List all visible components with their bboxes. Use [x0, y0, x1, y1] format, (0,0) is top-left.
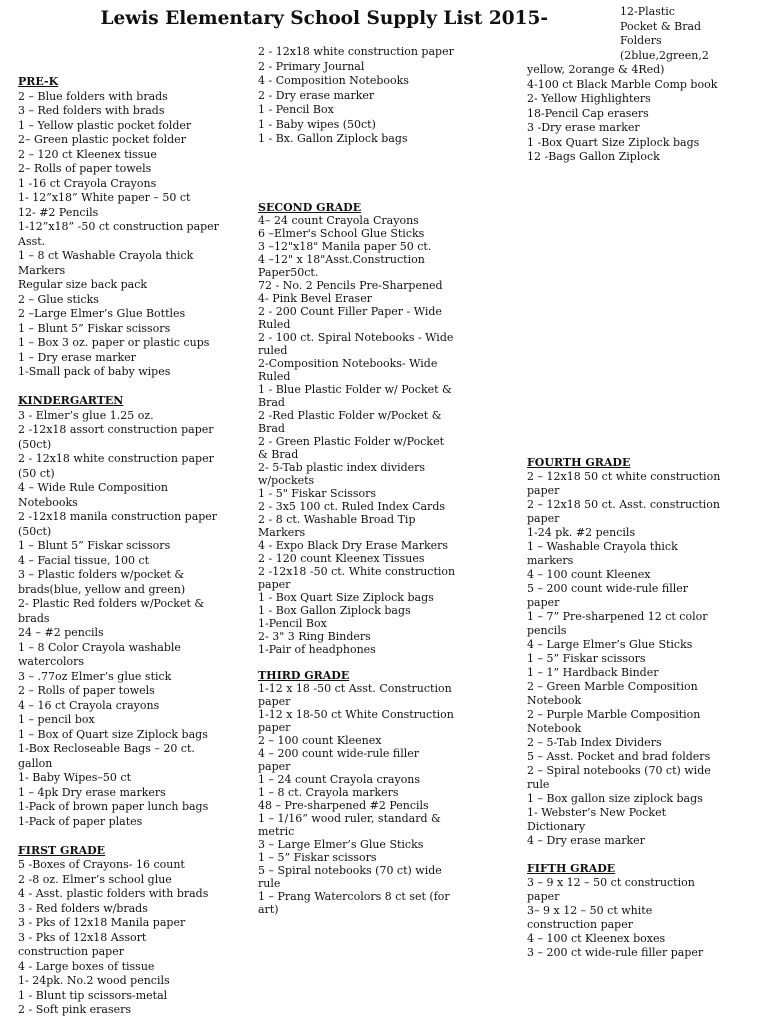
supply-item: 48 – Pre-sharpened #2 Pencils	[258, 799, 429, 812]
supply-item: 3 –12"x18" Manila paper 50 ct.	[258, 240, 432, 253]
supply-item: (50 ct)	[18, 466, 55, 480]
section-heading: THIRD GRADE	[258, 669, 350, 682]
supply-item: 1 – Yellow plastic pocket folder	[18, 118, 192, 132]
supply-item: 2- 3" 3 Ring Binders	[258, 630, 371, 643]
supply-item: 2 – Spiral notebooks (70 ct) wide	[527, 764, 711, 777]
supply-item: rule	[527, 778, 550, 791]
supply-item: 2 – Blue folders with brads	[18, 89, 168, 103]
supply-item: 4-100 ct Black Marble Comp book	[527, 77, 718, 91]
supply-item: 2 - Soft pink erasers	[18, 1003, 132, 1016]
supply-item: 1 – 24 count Crayola crayons	[258, 773, 421, 786]
supply-item: 2- Plastic Red folders w/Pocket &	[18, 597, 205, 610]
supply-item: 2 - 100 ct. Spiral Notebooks - Wide	[258, 331, 454, 344]
supply-item: 2 -12x18 manila construction paper	[18, 510, 218, 523]
page-title: Lewis Elementary School Supply List 2015-	[100, 8, 548, 29]
kindergarten-continued	[258, 45, 454, 147]
supply-item: 3 – Red folders with brads	[18, 104, 165, 117]
supply-item: 1-24 pk. #2 pencils	[527, 526, 636, 539]
supply-item: Dictionary	[527, 820, 586, 833]
supply-item: (50ct)	[18, 524, 52, 538]
supply-item: 3 -Dry erase marker	[527, 121, 640, 134]
supply-item: 1 – 1” Hardback Binder	[527, 666, 659, 679]
supply-item: 1 – 5” Fiskar scissors	[258, 851, 377, 864]
supply-item: Notebook	[527, 722, 582, 735]
supply-item: Paper50ct.	[258, 266, 319, 279]
supply-item: 2– Green plastic pocket folder	[18, 133, 186, 146]
supply-item: 2 - 3x5 100 ct. Ruled Index Cards	[258, 500, 446, 513]
supply-item: Folders	[620, 34, 662, 47]
supply-item: 1 – 8 ct. Crayola markers	[258, 786, 399, 799]
supply-item: 1-Small pack of baby wipes	[18, 365, 171, 378]
supply-item: paper	[527, 484, 560, 497]
supply-item: 4 - Asst. plastic folders with brads	[18, 887, 209, 900]
supply-item: 2 – Purple Marble Composition	[527, 708, 701, 721]
supply-item: 3 – 200 ct wide-rule filler paper	[527, 946, 704, 959]
supply-item: 4 – 100 count Kleenex	[527, 568, 651, 581]
supply-item: 3 – 9 x 12 – 50 ct construction	[527, 876, 695, 889]
supply-item: 2 -Red Plastic Folder w/Pocket &	[258, 409, 442, 422]
supply-item: 1 – Blunt 5” Fiskar scissors	[18, 321, 171, 335]
supply-item: construction paper	[18, 945, 124, 958]
supply-item: 2– Rolls of paper towels	[18, 162, 152, 175]
supply-item: 2 – 120 ct Kleenex tissue	[18, 147, 157, 161]
supply-item: gallon	[18, 756, 53, 770]
supply-item: 1 – Box gallon size ziplock bags	[527, 792, 703, 805]
supply-item: Regular size back pack	[18, 278, 148, 291]
supply-item: brads	[18, 611, 50, 625]
supply-item: 1 – 8 ct Washable Crayola thick	[18, 249, 194, 262]
supply-item: paper	[527, 890, 560, 903]
supply-item: 1 – 5” Fiskar scissors	[527, 652, 646, 665]
supply-item: 1-Pair of headphones	[258, 643, 376, 656]
supply-item: 5 -Boxes of Crayons- 16 count	[18, 858, 185, 871]
supply-item: 1 - Baby wipes (50ct)	[258, 117, 376, 131]
supply-item: 1 - Blue Plastic Folder w/ Pocket &	[258, 383, 452, 396]
supply-item: 1- Baby Wipes–50 ct	[18, 771, 132, 784]
supply-item: 5 – Asst. Pocket and brad folders	[527, 750, 711, 763]
supply-item: 3 – Plastic folders w/pocket &	[18, 568, 185, 581]
section-heading: FIRST GRADE	[18, 843, 106, 857]
supply-item: ruled	[258, 344, 288, 357]
supply-item: 1- 12”x18” White paper – 50 ct	[18, 191, 191, 204]
supply-item: 4 –12" x 18"Asst.Construction	[258, 253, 425, 266]
supply-item: 1 - Pencil Box	[258, 103, 334, 116]
supply-item: 72 - No. 2 Pencils Pre-Sharpened	[258, 279, 443, 292]
supply-item: 3 - Pks of 12x18 Assort	[18, 930, 147, 944]
supply-item: 2 – 12x18 50 ct white construction	[527, 470, 721, 483]
supply-item: 1 -Box Quart Size Ziplock bags	[527, 135, 700, 149]
supply-item: 1 – 7” Pre-sharpened 12 ct color	[527, 610, 708, 623]
fifth-grade-section	[527, 862, 720, 960]
supply-item: 3– 9 x 12 – 50 ct white	[527, 904, 653, 917]
supply-item: 12-Plastic	[620, 5, 675, 18]
supply-item: 2 -8 oz. Elmer’s school glue	[18, 872, 172, 886]
supply-item: Brad	[258, 396, 285, 409]
supply-item: 2 - 200 Count Filler Paper - Wide	[258, 305, 442, 318]
supply-item: 2- 5-Tab plastic index dividers	[258, 461, 426, 474]
supply-item: 12- #2 Pencils	[18, 205, 99, 219]
supply-item: 2 - 12x18 white construction paper	[258, 45, 454, 58]
supply-item: metric	[258, 825, 295, 838]
column-right	[527, 456, 720, 960]
supply-item: 1- Webster’s New Pocket	[527, 806, 667, 819]
supply-item: rule	[258, 877, 281, 890]
supply-item: paper	[527, 596, 560, 609]
supply-item: 4 – Facial tissue, 100 ct	[18, 553, 150, 567]
supply-item: 1-Pack of paper plates	[18, 814, 143, 828]
supply-item: 1 - Box Quart Size Ziplock bags	[258, 591, 434, 604]
supply-item: 3 - Pks of 12x18 Manila paper	[18, 916, 186, 929]
supply-item: 1-12”x18” -50 ct construction paper	[18, 220, 219, 233]
supply-item: 2 – 100 count Kleenex	[258, 734, 382, 747]
section-heading: KINDERGARTEN	[18, 394, 124, 407]
supply-item: 2 - Primary Journal	[258, 59, 365, 73]
third-grade-section	[258, 669, 455, 916]
section-spacer	[18, 380, 219, 395]
section-spacer	[18, 829, 219, 844]
section-heading: SECOND GRADE	[258, 201, 362, 214]
section-heading: FOURTH GRADE	[527, 456, 631, 469]
supply-item: 2 -12x18 assort construction paper	[18, 423, 214, 436]
supply-item: 4 – Wide Rule Composition	[18, 481, 169, 494]
third-grade-continued	[527, 5, 717, 165]
supply-item: pencils	[527, 624, 567, 637]
supply-item: 1 – Dry erase marker	[18, 350, 136, 364]
supply-item: 2 - 120 count Kleenex Tissues	[258, 552, 425, 565]
supply-item: (2blue,2green,2	[620, 48, 709, 62]
supply-item: 24 – #2 pencils	[18, 626, 104, 639]
supply-item: brads(blue, yellow and green)	[18, 582, 186, 596]
supply-item: 1 -16 ct Crayola Crayons	[18, 176, 157, 190]
supply-item: Markers	[18, 263, 66, 277]
supply-item: 4 – 100 ct Kleenex boxes	[527, 932, 666, 945]
supply-item: 1 – 1/16” wood ruler, standard &	[258, 812, 441, 825]
supply-item: markers	[527, 554, 574, 567]
section-heading: PRE-K	[18, 75, 59, 88]
supply-item: 4- Pink Bevel Eraser	[258, 292, 372, 305]
second-grade-section	[258, 201, 455, 656]
supply-item: 2 - 12x18 white construction paper	[18, 452, 214, 465]
supply-item: 1 – Prang Watercolors 8 ct set (for	[258, 890, 450, 903]
supply-item: 4 - Expo Black Dry Erase Markers	[258, 539, 449, 552]
supply-item: 1- 24pk. No.2 wood pencils	[18, 974, 170, 987]
supply-item: paper	[258, 760, 291, 773]
supply-item: 2 – Rolls of paper towels	[18, 684, 155, 697]
supply-item: paper	[258, 695, 291, 708]
supply-item: 4 - Composition Notebooks	[258, 74, 409, 87]
supply-item: 2 – Green Marble Composition	[527, 680, 698, 693]
supply-item: 18-Pencil Cap erasers	[527, 106, 649, 120]
supply-item: 2 – Glue sticks	[18, 292, 99, 306]
supply-item: 1 - Box Gallon Ziplock bags	[258, 604, 411, 617]
supply-item: w/pockets	[258, 474, 315, 487]
supply-item: Markers	[258, 526, 306, 539]
supply-item: 1 – 4pk Dry erase markers	[18, 785, 166, 799]
supply-item: 1 – Box of Quart size Ziplock bags	[18, 727, 208, 741]
supply-item: 1 – pencil box	[18, 713, 95, 726]
supply-item: Ruled	[258, 318, 291, 331]
supply-item: 2 – 12x18 50 ct. Asst. construction	[527, 498, 720, 511]
supply-item: Pocket & Brad	[620, 19, 702, 33]
supply-item: 4 – 200 count wide-rule filler	[258, 747, 420, 760]
supply-item: Notebook	[527, 694, 582, 707]
supply-item: 2 -12x18 -50 ct. White construction	[258, 565, 456, 578]
supply-item: 6 –Elmer's School Glue Sticks	[258, 227, 425, 240]
supply-item: 4 - Large boxes of tissue	[18, 959, 155, 973]
supply-item: 5 – Spiral notebooks (70 ct) wide	[258, 864, 442, 877]
supply-item: paper	[527, 512, 560, 525]
supply-item: 1 – Blunt 5” Fiskar scissors	[18, 539, 171, 552]
supply-item: 1 – Box 3 oz. paper or plastic cups	[18, 336, 210, 349]
supply-item: 1-12 x 18 -50 ct Asst. Construction	[258, 682, 452, 695]
supply-item: 4 – 16 ct Crayola crayons	[18, 698, 160, 712]
supply-item: 2 - 8 ct. Washable Broad Tip	[258, 513, 416, 526]
supply-item: paper	[258, 578, 291, 591]
supply-item: 1-Pencil Box	[258, 617, 327, 630]
supply-item: 2-Composition Notebooks- Wide	[258, 357, 438, 370]
supply-item: 1 - Bx. Gallon Ziplock bags	[258, 132, 408, 145]
supply-item: yellow, 2orange & 4Red)	[527, 63, 665, 76]
supply-item: 5 – 200 count wide-rule filler	[527, 582, 689, 595]
supply-item: 1 - 5" Fiskar Scissors	[258, 487, 377, 500]
supply-item: & Brad	[258, 448, 299, 461]
supply-item: Brad	[258, 422, 285, 435]
supply-item: 12 -Bags Gallon Ziplock	[527, 150, 660, 163]
column-left	[18, 75, 219, 1018]
supply-item: 3 - Red folders w/brads	[18, 901, 148, 915]
supply-item: Asst.	[18, 234, 46, 248]
supply-item: 1-Box Recloseable Bags – 20 ct.	[18, 742, 195, 755]
supply-item: (50ct)	[18, 437, 52, 451]
supply-item: 1 – Washable Crayola thick	[527, 540, 678, 553]
supply-item: 2 - Dry erase marker	[258, 88, 375, 102]
supply-item: watercolors	[18, 655, 84, 668]
supply-item: 3 – .77oz Elmer’s glue stick	[18, 669, 172, 683]
column-middle	[258, 201, 455, 916]
supply-item: 2- Yellow Highlighters	[527, 92, 651, 105]
supply-item: Notebooks	[18, 495, 78, 509]
supply-item: 4– 24 count Crayola Crayons	[258, 214, 419, 227]
supply-item: 2 - Green Plastic Folder w/Pocket	[258, 435, 445, 448]
supply-item: art)	[258, 903, 279, 916]
fourth-grade-section	[527, 456, 720, 848]
supply-item: Ruled	[258, 370, 291, 383]
supply-item: 2 –Large Elmer’s Glue Bottles	[18, 307, 186, 320]
supply-item: 1 – 8 Color Crayola washable	[18, 640, 181, 654]
supply-item: paper	[258, 721, 291, 734]
supply-item: 4 – Large Elmer’s Glue Sticks	[527, 638, 693, 651]
supply-item: construction paper	[527, 918, 633, 931]
section-heading: FIFTH GRADE	[527, 862, 616, 875]
supply-item: 1 - Blunt tip scissors-metal	[18, 988, 168, 1002]
supply-item: 3 - Elmer’s glue 1.25 oz.	[18, 408, 154, 422]
supply-item: 1-Pack of brown paper lunch bags	[18, 800, 209, 813]
supply-item: 2 – 5-Tab Index Dividers	[527, 736, 662, 749]
supply-item: 3 – Large Elmer’s Glue Sticks	[258, 838, 424, 851]
supply-item: 1-12 x 18-50 ct White Construction	[258, 708, 454, 721]
supply-item: 4 – Dry erase marker	[527, 834, 645, 847]
